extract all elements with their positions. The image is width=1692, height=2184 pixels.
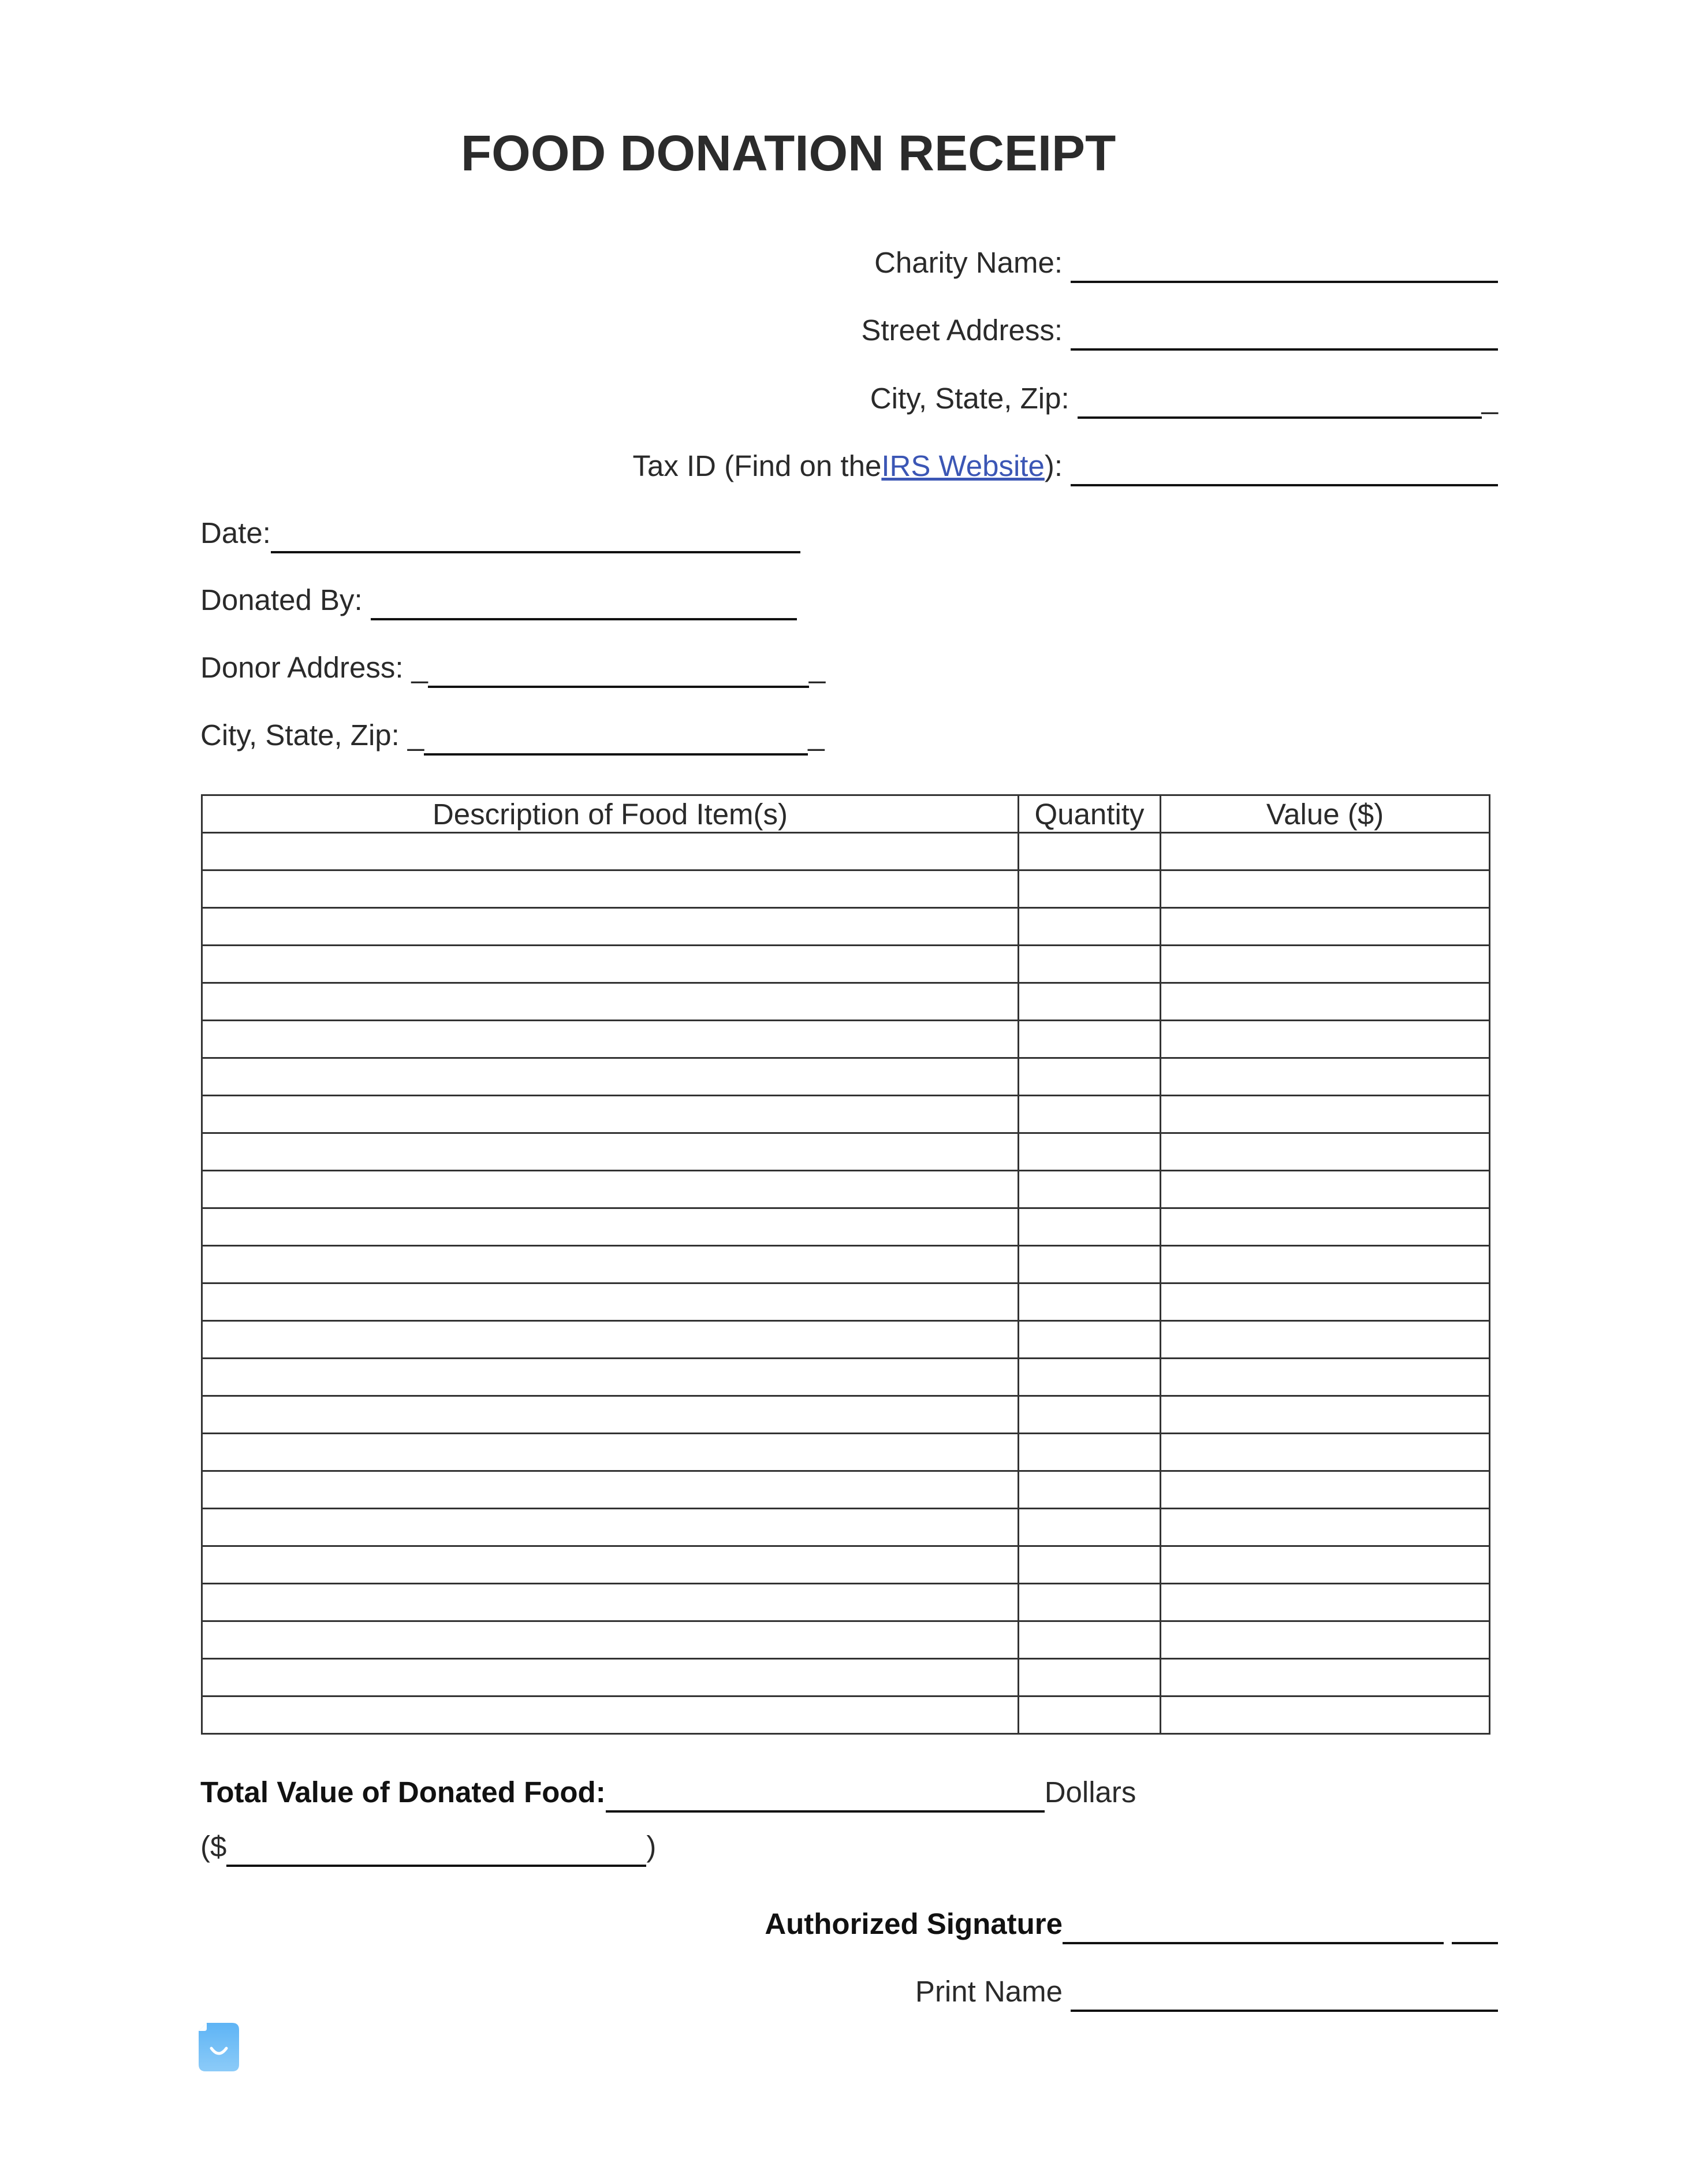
description-cell[interactable] — [202, 1509, 1019, 1546]
quantity-cell[interactable] — [1019, 870, 1161, 908]
value-cell[interactable] — [1161, 1246, 1490, 1283]
value-cell[interactable] — [1161, 1359, 1490, 1396]
description-cell[interactable] — [202, 908, 1019, 946]
tax-id-prefix: Tax ID (Find on the — [632, 449, 882, 482]
table-row — [202, 1171, 1490, 1208]
total-value-label: Total Value of Donated Food: — [200, 1776, 606, 1809]
value-cell[interactable] — [1161, 1546, 1490, 1584]
value-cell[interactable] — [1161, 1133, 1490, 1171]
quantity-cell[interactable] — [1019, 1321, 1161, 1359]
donated-by-line — [200, 580, 797, 615]
quantity-cell[interactable] — [1019, 1096, 1161, 1133]
tax-id-field[interactable] — [1071, 456, 1498, 486]
value-cell[interactable] — [1161, 1659, 1490, 1696]
value-cell[interactable] — [1161, 908, 1490, 946]
street-address-field[interactable] — [1071, 321, 1498, 351]
total-value-line — [200, 1772, 1136, 1807]
table-row — [202, 1021, 1490, 1058]
description-cell[interactable] — [202, 1696, 1019, 1734]
quantity-cell[interactable] — [1019, 1171, 1161, 1208]
authorized-signature-line — [765, 1904, 1498, 1939]
quantity-cell[interactable] — [1019, 1659, 1161, 1696]
table-row — [202, 1546, 1490, 1584]
description-cell[interactable] — [202, 1471, 1019, 1509]
quantity-cell[interactable] — [1019, 1696, 1161, 1734]
donor-address-line — [200, 648, 825, 682]
value-cell[interactable] — [1161, 833, 1490, 870]
value-cell[interactable] — [1161, 1058, 1490, 1096]
table-row — [202, 1696, 1490, 1734]
value-header: Value ($) — [1161, 795, 1490, 833]
value-cell[interactable] — [1161, 1584, 1490, 1621]
table-row — [202, 1621, 1490, 1659]
charity-name-line — [874, 243, 1498, 277]
donor-city-field[interactable] — [424, 725, 808, 756]
table-row — [202, 1321, 1490, 1359]
quantity-cell[interactable] — [1019, 908, 1161, 946]
table-row — [202, 1434, 1490, 1471]
charity-city-line — [870, 378, 1498, 413]
description-cell[interactable] — [202, 1659, 1019, 1696]
quantity-cell[interactable] — [1019, 1133, 1161, 1171]
description-cell[interactable] — [202, 1321, 1019, 1359]
donated-by-field[interactable] — [371, 590, 797, 620]
value-cell[interactable] — [1161, 1021, 1490, 1058]
quantity-cell[interactable] — [1019, 1208, 1161, 1246]
table-row — [202, 908, 1490, 946]
table-row — [202, 1359, 1490, 1396]
street-address-label: Street Address: — [861, 314, 1063, 347]
charity-name-field[interactable] — [1071, 253, 1498, 283]
quantity-cell[interactable] — [1019, 1058, 1161, 1096]
quantity-cell[interactable] — [1019, 1584, 1161, 1621]
donor-city-line — [200, 715, 825, 750]
authorized-signature-label: Authorized Signature — [765, 1907, 1063, 1940]
print-name-label: Print Name — [915, 1975, 1063, 2008]
table-row — [202, 983, 1490, 1021]
table-row — [202, 1133, 1490, 1171]
donor-address-trail: _ — [808, 651, 826, 684]
donor-address-lead: _ — [411, 651, 428, 684]
quantity-cell[interactable] — [1019, 1283, 1161, 1321]
table-row — [202, 946, 1490, 983]
date-field[interactable] — [271, 523, 800, 553]
total-value-field[interactable] — [606, 1783, 1045, 1813]
print-name-line — [915, 1971, 1498, 2006]
authorized-signature-extra-field[interactable] — [1452, 1914, 1498, 1944]
quantity-cell[interactable] — [1019, 1359, 1161, 1396]
value-cell[interactable] — [1161, 1471, 1490, 1509]
description-cell[interactable] — [202, 1434, 1019, 1471]
value-cell[interactable] — [1161, 1396, 1490, 1434]
value-cell[interactable] — [1161, 870, 1490, 908]
table-row — [202, 1471, 1490, 1509]
description-cell[interactable] — [202, 1621, 1019, 1659]
value-cell[interactable] — [1161, 946, 1490, 983]
quantity-cell[interactable] — [1019, 1434, 1161, 1471]
value-cell[interactable] — [1161, 1096, 1490, 1133]
quantity-cell[interactable] — [1019, 1509, 1161, 1546]
table-row — [202, 870, 1490, 908]
donor-city-label: City, State, Zip: — [200, 719, 400, 751]
tax-id-suffix: ): — [1044, 449, 1063, 482]
quantity-cell[interactable] — [1019, 1246, 1161, 1283]
description-cell[interactable] — [202, 1396, 1019, 1434]
table-row — [202, 1283, 1490, 1321]
description-cell[interactable] — [202, 1096, 1019, 1133]
quantity-cell[interactable] — [1019, 1546, 1161, 1584]
description-cell[interactable] — [202, 1283, 1019, 1321]
donated-by-label: Donated By: — [200, 583, 363, 616]
quantity-cell[interactable] — [1019, 1021, 1161, 1058]
description-cell[interactable] — [202, 1208, 1019, 1246]
value-cell[interactable] — [1161, 1283, 1490, 1321]
table-row — [202, 1659, 1490, 1696]
table-row — [202, 1509, 1490, 1546]
description-header: Description of Food Item(s) — [202, 795, 1019, 833]
value-cell[interactable] — [1161, 1171, 1490, 1208]
value-cell[interactable] — [1161, 983, 1490, 1021]
donor-city-lead: _ — [407, 719, 424, 751]
document-logo-icon — [199, 2023, 239, 2071]
table-row — [202, 1096, 1490, 1133]
description-cell[interactable] — [202, 870, 1019, 908]
print-name-field[interactable] — [1071, 1982, 1498, 2012]
quantity-header: Quantity — [1019, 795, 1161, 833]
value-cell[interactable] — [1161, 1509, 1490, 1546]
donor-address-field[interactable] — [428, 658, 809, 688]
value-cell[interactable] — [1161, 1321, 1490, 1359]
quantity-cell[interactable] — [1019, 1396, 1161, 1434]
table-row — [202, 1246, 1490, 1283]
value-cell[interactable] — [1161, 1696, 1490, 1734]
dollars-word: Dollars — [1044, 1776, 1136, 1809]
date-label: Date: — [200, 516, 271, 549]
table-header-row — [202, 795, 1490, 833]
description-cell[interactable] — [202, 1133, 1019, 1171]
value-cell[interactable] — [1161, 1434, 1490, 1471]
quantity-cell[interactable] — [1019, 833, 1161, 870]
value-cell[interactable] — [1161, 1621, 1490, 1659]
table-row — [202, 1396, 1490, 1434]
description-cell[interactable] — [202, 1021, 1019, 1058]
description-cell[interactable] — [202, 983, 1019, 1021]
description-cell[interactable] — [202, 1359, 1019, 1396]
food-items-table — [201, 794, 1490, 1735]
description-cell[interactable] — [202, 1171, 1019, 1208]
charity-name-label: Charity Name: — [874, 246, 1063, 279]
value-cell[interactable] — [1161, 1208, 1490, 1246]
donor-city-trail: _ — [808, 719, 825, 751]
quantity-cell[interactable] — [1019, 983, 1161, 1021]
table-row — [202, 1058, 1490, 1096]
total-amount-field[interactable] — [226, 1837, 646, 1867]
street-address-line — [861, 310, 1498, 345]
amount-open: ($ — [200, 1830, 227, 1863]
description-cell[interactable] — [202, 1546, 1019, 1584]
total-amount-line — [200, 1826, 656, 1861]
charity-city-label: City, State, Zip: — [870, 382, 1069, 415]
quantity-cell[interactable] — [1019, 1471, 1161, 1509]
authorized-signature-field[interactable] — [1063, 1914, 1444, 1944]
amount-close: ) — [646, 1830, 657, 1863]
description-cell[interactable] — [202, 1584, 1019, 1621]
description-cell[interactable] — [202, 1246, 1019, 1283]
description-cell[interactable] — [202, 833, 1019, 870]
donor-address-label: Donor Address: — [200, 651, 404, 684]
tax-id-line — [632, 446, 1498, 481]
description-cell[interactable] — [202, 1058, 1019, 1096]
quantity-cell[interactable] — [1019, 1621, 1161, 1659]
table-row — [202, 833, 1490, 870]
quantity-cell[interactable] — [1019, 946, 1161, 983]
charity-city-trail: _ — [1481, 382, 1498, 415]
page-title: FOOD DONATION RECEIPT — [461, 125, 1116, 181]
charity-city-field[interactable] — [1078, 389, 1482, 419]
description-cell[interactable] — [202, 946, 1019, 983]
table-row — [202, 1584, 1490, 1621]
date-line — [200, 513, 800, 548]
irs-website-link[interactable]: IRS Website — [881, 449, 1045, 482]
table-row — [202, 1208, 1490, 1246]
